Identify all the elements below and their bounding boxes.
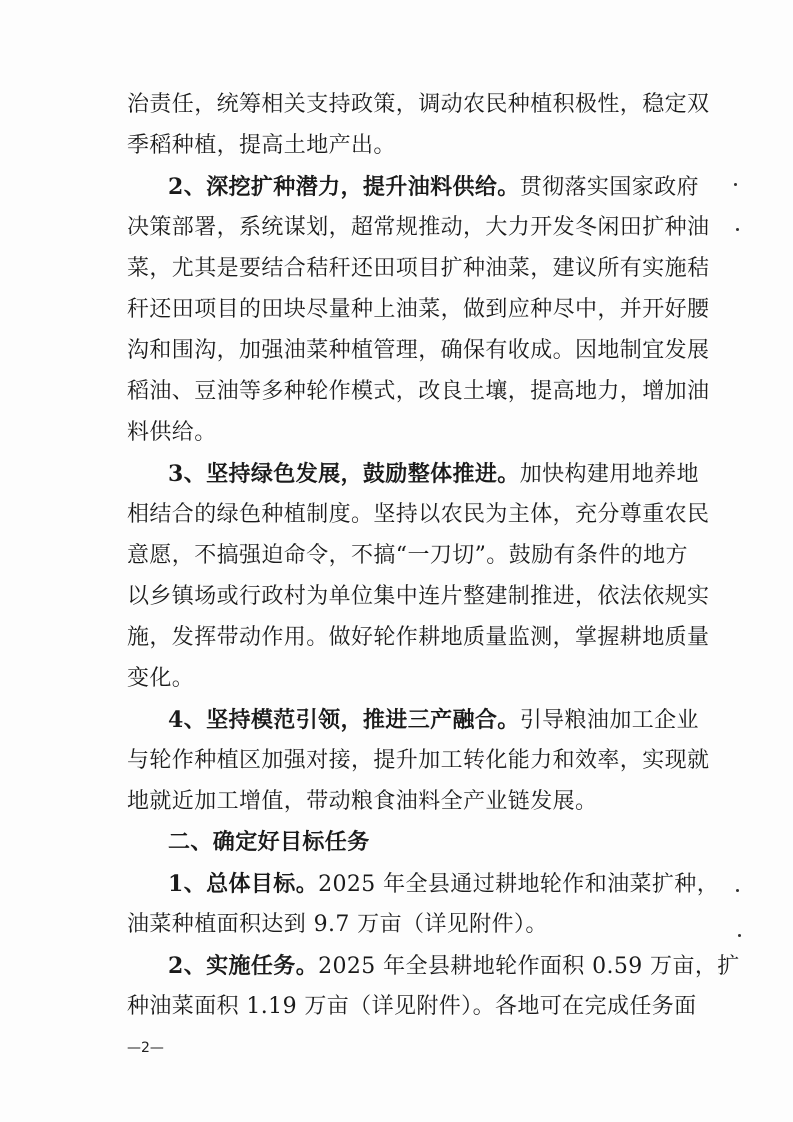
section-3-lead: 3、坚持绿色发展，鼓励整体推进。 bbox=[168, 461, 520, 487]
body-line-22: 2、实施任务。2025 年全县耕地轮作面积 0.59 万亩，扩 bbox=[168, 953, 740, 979]
body-line-20: 1、总体目标。2025 年全县通过耕地轮作和油菜扩种， bbox=[168, 871, 720, 897]
body-line-21: 油菜种植面积达到 9.7 万亩（详见附件）。 bbox=[127, 912, 548, 937]
scan-speck bbox=[736, 889, 739, 892]
body-line-18: 地就近加工增值，带动粮食油料全产业链发展。 bbox=[127, 789, 598, 814]
body-line-11: 相结合的绿色种植制度。坚持以农民为主体，充分尊重农民 bbox=[127, 502, 710, 527]
body-line-14: 施，发挥带动作用。做好轮作耕地质量监测，掌握耕地质量 bbox=[127, 625, 710, 650]
body-line-8: 稻油、豆油等多种轮作模式，改良土壤，提高地力，增加油 bbox=[127, 379, 710, 404]
body-line-13: 以乡镇场或行政村为单位集中连片整建制推进，依法依规实 bbox=[127, 584, 710, 609]
body-line-5: 菜，尤其是要结合秸秆还田项目扩种油菜，建议所有实施秸 bbox=[127, 256, 710, 281]
body-line-15: 变化。 bbox=[127, 666, 195, 691]
body-line-2: 季稻种植，提高土地产出。 bbox=[127, 133, 396, 158]
scan-speck bbox=[736, 228, 739, 231]
body-line-4: 决策部署，系统谋划，超常规推动，大力开发冬闲田扩种油 bbox=[127, 215, 710, 240]
page-number: —2— bbox=[127, 1040, 164, 1056]
section-heading-targets: 二、确定好目标任务 bbox=[168, 830, 370, 855]
target-2-lead: 2、实施任务。 bbox=[168, 953, 319, 979]
body-line-17: 与轮作种植区加强对接，提升加工转化能力和效率，实现就 bbox=[127, 748, 710, 773]
scan-speck bbox=[734, 183, 737, 186]
body-line-16: 4、坚持模范引领，推进三产融合。引导粮油加工企业 bbox=[168, 707, 699, 733]
body-line-23: 种油菜面积 1.19 万亩（详见附件）。各地可在完成任务面 bbox=[127, 994, 697, 1019]
scan-speck bbox=[738, 934, 741, 937]
body-line-7: 沟和围沟，加强油菜种植管理，确保有收成。因地制宜发展 bbox=[127, 338, 710, 363]
body-line-3: 2、深挖扩种潜力，提升油料供给。贯彻落实国家政府 bbox=[168, 174, 699, 200]
section-4-lead: 4、坚持模范引领，推进三产融合。 bbox=[168, 707, 520, 733]
body-line-6: 秆还田项目的田块尽量种上油菜，做到应种尽中，并开好腰 bbox=[127, 297, 710, 322]
body-line-10: 3、坚持绿色发展，鼓励整体推进。加快构建用地养地 bbox=[168, 461, 699, 487]
body-line-12: 意愿，不搞强迫命令，不搞“一刀切”。鼓励有条件的地方 bbox=[127, 543, 688, 568]
body-line-1: 治责任，统筹相关支持政策，调动农民种植积极性，稳定双 bbox=[127, 92, 710, 117]
target-1-lead: 1、总体目标。 bbox=[168, 871, 319, 897]
body-line-9: 料供给。 bbox=[127, 420, 217, 445]
section-2-lead: 2、深挖扩种潜力，提升油料供给。 bbox=[168, 174, 520, 200]
